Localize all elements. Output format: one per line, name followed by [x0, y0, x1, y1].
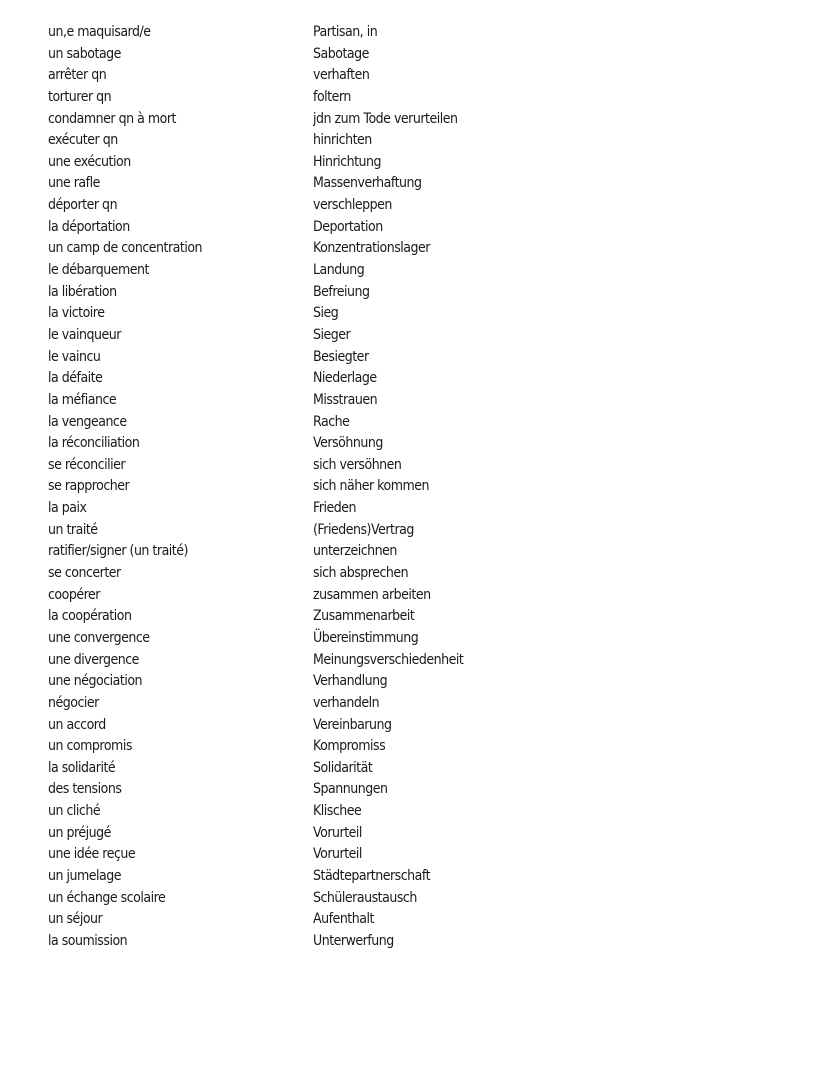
- french-term: torturer qn: [48, 88, 112, 105]
- french-term: se réconcilier: [48, 456, 126, 473]
- german-translation: Unterwerfung: [313, 932, 394, 949]
- german-translation: unterzeichnen: [313, 543, 397, 560]
- vocab-row: [48, 758, 648, 780]
- vocab-row: [48, 217, 648, 239]
- vocab-row: [48, 888, 648, 910]
- vocab-row: [48, 779, 648, 801]
- german-translation: Versöhnung: [313, 435, 383, 452]
- german-translation: Frieden: [313, 500, 357, 517]
- german-translation: Misstrauen: [313, 391, 378, 408]
- vocab-row: [48, 44, 648, 66]
- german-translation: Sieg: [313, 305, 339, 322]
- german-translation: Verhandlung: [313, 673, 388, 690]
- german-translation: Spannungen: [313, 781, 388, 798]
- french-term: un préjugé: [48, 824, 111, 841]
- french-term: déporter qn: [48, 197, 118, 214]
- french-term: la paix: [48, 500, 87, 517]
- vocab-row: [48, 693, 648, 715]
- german-translation: sich absprechen: [313, 565, 409, 582]
- german-translation: Solidarität: [313, 759, 373, 776]
- vocab-row: [48, 541, 648, 563]
- german-translation: verhandeln: [313, 694, 380, 711]
- french-term: un traité: [48, 521, 98, 538]
- vocab-row: [48, 628, 648, 650]
- french-term: la déportation: [48, 218, 130, 235]
- vocab-row: [48, 433, 648, 455]
- german-translation: Sieger: [313, 326, 351, 343]
- french-term: se rapprocher: [48, 478, 130, 495]
- vocab-row: [48, 22, 648, 44]
- french-term: la libération: [48, 283, 117, 300]
- vocab-row: [48, 909, 648, 931]
- french-term: la vengeance: [48, 413, 127, 430]
- vocab-row: [48, 412, 648, 434]
- french-term: un sabotage: [48, 45, 121, 62]
- vocab-row: [48, 801, 648, 823]
- french-term: la soumission: [48, 932, 128, 949]
- german-translation: Besiegter: [313, 348, 369, 365]
- vocab-row: [48, 390, 648, 412]
- german-translation: Deportation: [313, 218, 383, 235]
- vocab-row: [48, 715, 648, 737]
- french-term: un,e maquisard/e: [48, 24, 151, 40]
- german-translation: Konzentrationslager: [313, 240, 430, 257]
- german-translation: zusammen arbeiten: [313, 586, 431, 603]
- german-translation: Meinungsverschiedenheit: [313, 651, 464, 668]
- french-term: le vaincu: [48, 348, 101, 365]
- vocab-row: [48, 173, 648, 195]
- french-term: un accord: [48, 716, 106, 733]
- french-term: condamner qn à mort: [48, 110, 176, 127]
- vocab-row: [48, 368, 648, 390]
- french-term: le débarquement: [48, 262, 149, 279]
- vocab-row: [48, 585, 648, 607]
- vocab-row: [48, 844, 648, 866]
- vocab-row: [48, 498, 648, 520]
- german-translation: Aufenthalt: [313, 911, 374, 928]
- vocab-row: [48, 260, 648, 282]
- german-translation: sich versöhnen: [313, 456, 402, 473]
- vocab-row: [48, 736, 648, 758]
- french-term: une rafle: [48, 175, 100, 192]
- german-translation: Niederlage: [313, 370, 377, 387]
- german-translation: Zusammenarbeit: [313, 608, 415, 625]
- french-term: un camp de concentration: [48, 240, 203, 257]
- vocab-row: [48, 931, 648, 953]
- vocab-row: [48, 109, 648, 131]
- french-term: la coopération: [48, 608, 132, 625]
- german-translation: Vereinbarung: [313, 716, 392, 733]
- german-translation: hinrichten: [313, 132, 372, 149]
- vocab-row: [48, 650, 648, 672]
- french-term: ratifier/signer (un traité): [48, 543, 188, 560]
- vocab-row: [48, 866, 648, 888]
- german-translation: sich näher kommen: [313, 478, 430, 495]
- vocab-row: [48, 65, 648, 87]
- french-term: arrêter qn: [48, 67, 107, 84]
- german-translation: foltern: [313, 88, 351, 105]
- vocab-row: [48, 152, 648, 174]
- vocab-row: [48, 87, 648, 109]
- german-translation: Klischee: [313, 803, 362, 820]
- vocab-row: [48, 823, 648, 845]
- vocab-row: [48, 238, 648, 260]
- german-translation: Massenverhaftung: [313, 175, 422, 192]
- french-term: se concerter: [48, 565, 121, 582]
- german-translation: Hinrichtung: [313, 153, 382, 170]
- german-translation: Übereinstimmung: [313, 629, 419, 646]
- german-translation: Schüleraustausch: [313, 889, 417, 906]
- vocab-row: [48, 671, 648, 693]
- french-term: un cliché: [48, 803, 101, 820]
- french-term: un compromis: [48, 738, 132, 755]
- vocab-row: [48, 520, 648, 542]
- vocab-row: [48, 282, 648, 304]
- german-translation: Befreiung: [313, 283, 370, 300]
- french-term: un échange scolaire: [48, 889, 166, 906]
- vocab-row: [48, 476, 648, 498]
- french-term: des tensions: [48, 781, 122, 798]
- vocabulary-list: [48, 22, 648, 953]
- french-term: une exécution: [48, 153, 131, 170]
- french-term: la méfiance: [48, 391, 117, 408]
- german-translation: verschleppen: [313, 197, 392, 214]
- vocab-row: [48, 347, 648, 369]
- vocab-row: [48, 455, 648, 477]
- french-term: le vainqueur: [48, 326, 121, 343]
- french-term: la réconciliation: [48, 435, 140, 452]
- french-term: la défaite: [48, 370, 103, 387]
- french-term: une négociation: [48, 673, 143, 690]
- vocab-row: [48, 130, 648, 152]
- german-translation: Städtepartnerschaft: [313, 867, 431, 884]
- french-term: une divergence: [48, 651, 139, 668]
- french-term: exécuter qn: [48, 132, 118, 149]
- french-term: un séjour: [48, 911, 103, 928]
- french-term: la solidarité: [48, 759, 116, 776]
- vocab-row: [48, 325, 648, 347]
- german-translation: jdn zum Tode verurteilen: [313, 110, 458, 127]
- french-term: une convergence: [48, 629, 150, 646]
- french-term: un jumelage: [48, 867, 122, 884]
- vocab-row: [48, 563, 648, 585]
- german-translation: (Friedens)Vertrag: [313, 521, 414, 538]
- german-translation: Vorurteil: [313, 846, 362, 863]
- german-translation: Vorurteil: [313, 824, 362, 841]
- german-translation: Rache: [313, 413, 350, 430]
- german-translation: verhaften: [313, 67, 370, 84]
- french-term: la victoire: [48, 305, 105, 322]
- vocab-row: [48, 606, 648, 628]
- vocab-row: [48, 303, 648, 325]
- vocab-row: [48, 195, 648, 217]
- french-term: une idée reçue: [48, 846, 136, 863]
- german-translation: Landung: [313, 262, 365, 279]
- german-translation: Partisan, in: [313, 24, 378, 40]
- german-translation: Sabotage: [313, 45, 369, 62]
- french-term: négocier: [48, 694, 99, 711]
- french-term: coopérer: [48, 586, 100, 603]
- german-translation: Kompromiss: [313, 738, 386, 755]
